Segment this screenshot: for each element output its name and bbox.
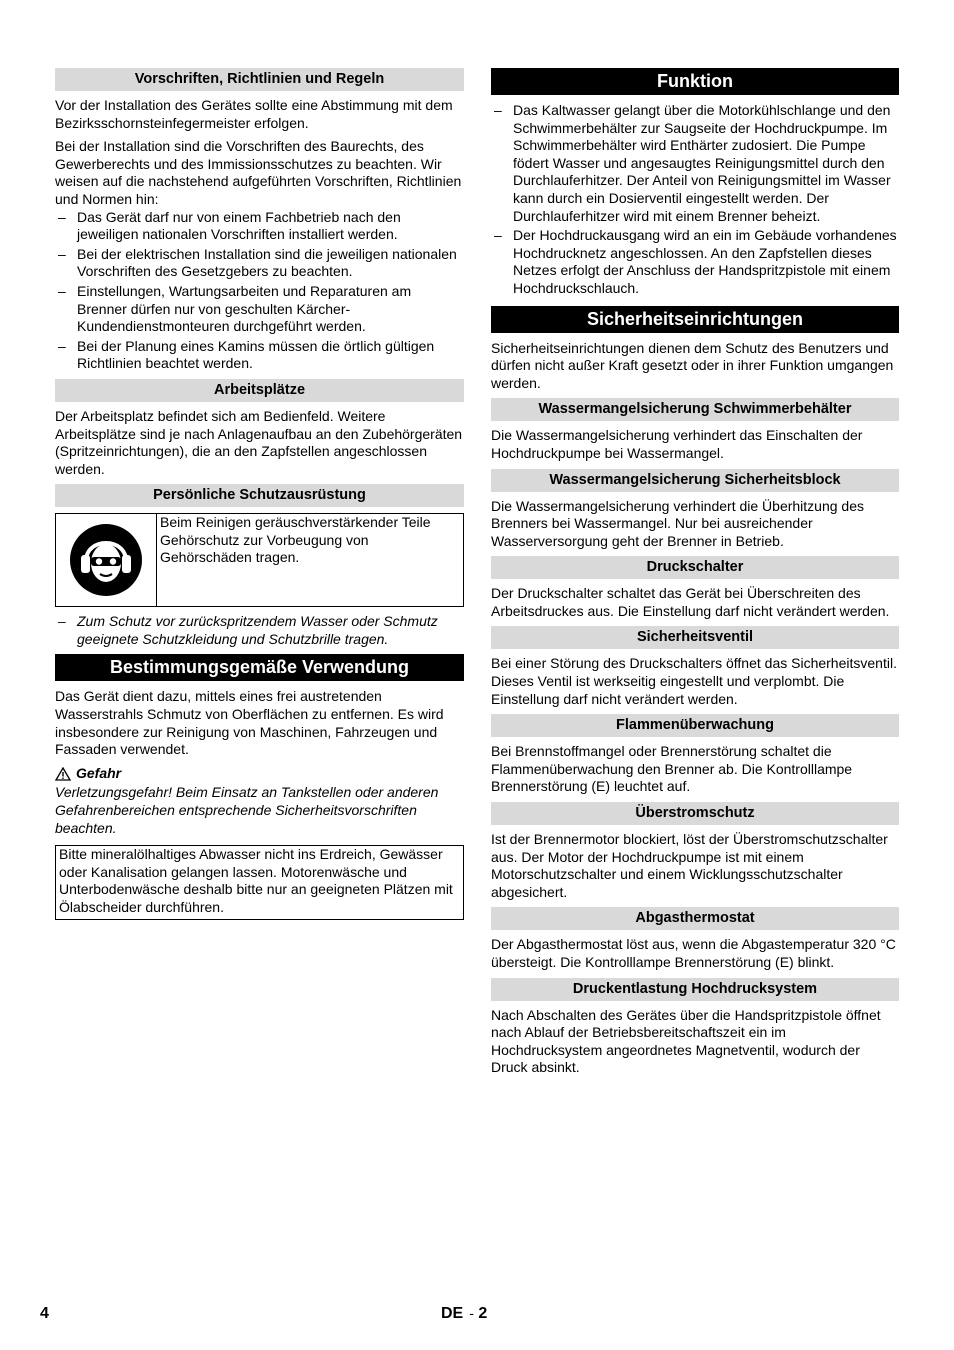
environment-notice-box: Bitte mineralölhaltiges Abwasser nicht ins Erdreich, Gewässer oder Kanalisation gelangen lassen. Motorenwäsche und Unterbodenwäsche deshalb bitte nur an geeigneten Plätzen mit Ölabscheider durchführen. (55, 845, 464, 919)
list-item: – Das Gerät darf nur von einem Fachbetrieb nach den jeweiligen nationalen Vorschriften installiert werden. (55, 209, 464, 244)
section-text: Ist der Brennermotor blockiert, löst der Überstromschutzschalter aus. Der Motor der Hochdruckpumpe ist mit einem Motorschutzschalter und einem Wicklungsschutzschalter abgesichert. (491, 831, 888, 900)
regs-heading: Vorschriften, Richtlinien und Regeln (55, 68, 464, 91)
list-item: – Einstellungen, Wartungsarbeiten und Reparaturen am Brenner dürfen nur von geschulten Kärcher-Kundendienstmonteuren durchgeführt werden. (55, 283, 464, 336)
danger-label: Gefahr (76, 764, 122, 781)
ppe-heading: Persönliche Schutzausrüstung (55, 484, 464, 507)
ear-and-eye-protection-icon (69, 523, 143, 597)
ppe-notice-box (55, 513, 464, 607)
section-text: Die Wassermangelsicherung verhindert die Überhitzung des Brenners bei Wassermangel. Nur bei ausreichender Wasserversorgung geht der Brenner in Betrieb. (491, 497, 865, 549)
page-separator: - (469, 1305, 474, 1321)
page-number: 4 (40, 1305, 49, 1322)
workplaces-paragraph: Der Arbeitsplatz befindet sich am Bedienfeld. Weitere Arbeitsplätze sind je nach Anlagenaufbau an den Zubehörgeräten (Spritzeinrichtungen), die an den Zapfstellen angeschlossen werden. (55, 407, 463, 477)
danger-heading (55, 765, 464, 783)
ppe-box-text: Beim Reinigen geräuschverstärkender Teile Gehörschutz zur Vorbeugung von Gehörschäden tragen. (160, 514, 431, 566)
intended-use-paragraph: Das Gerät dient dazu, mittels eines frei austretenden Wasserstrahls Schmutz von Oberflächen zu entfernen. Es wird insbesondere zur Reinigung von Maschinen, Fahrzeugen und Fassaden verwendet. (55, 688, 444, 758)
section-heading: Wassermangelsicherung Sicherheitsblock (491, 469, 899, 492)
list-item: – Bei der elektrischen Installation sind die jeweiligen nationalen Vorschriften des Gesetzgebers zu beachten. (55, 246, 464, 281)
section-heading: Wassermangelsicherung Schwimmerbehälter (491, 398, 899, 421)
warning-triangle-icon (55, 767, 71, 781)
list-item: – Das Kaltwasser gelangt über die Motorkühlschlange und den Schwimmerbehälter zur Saugseite der Hochdruckpumpe. Im Schwimmerbehälter wird Enthärter zudosiert. Die Pumpe födert Wasser und angesaugtes Reinigungsmittel durch den Durchlauferhitzer. Der Anteil von Reinigungsmittel im Wasser kann durch ein Dosierventil eingestellt werden. Der Durchlauferhitzer wird mit einem Brenner beheizt. (491, 102, 899, 225)
list-item: – Zum Schutz vor zurückspritzendem Wasser oder Schmutz geeignete Schutzkleidung und Schutzbrille tragen. (55, 613, 464, 648)
regs-paragraph-1: Vor der Installation des Gerätes sollte eine Abstimmung mit dem Bezirksschornsteinfegermeister erfolgen. (55, 97, 453, 131)
safety-heading: Sicherheitseinrichtungen (491, 306, 899, 333)
workplaces-heading: Arbeitsplätze (55, 379, 464, 402)
danger-text: Verletzungsgefahr! Beim Einsatz an Tankstellen oder anderen Gefahrenbereichen entsprechende Sicherheitsvorschriften beachten. (55, 784, 439, 836)
ppe-icon-cell (56, 514, 157, 606)
function-heading: Funktion (491, 68, 899, 95)
section-text: Der Druckschalter schaltet das Gerät bei Überschreiten des Arbeitsdruckes aus. Die Einstellung darf nicht verändert werden. (491, 585, 890, 619)
section-text: Bei einer Störung des Druckschalters öffnet das Sicherheitsventil. Dieses Ventil ist werkseitig eingestellt und verplombt. Die Einstellung darf nicht verändert werden. (491, 655, 897, 707)
section-heading: Abgasthermostat (491, 907, 899, 930)
right-column (491, 68, 899, 1083)
safety-intro: Sicherheitseinrichtungen dienen dem Schutz des Benutzers und dürfen nicht außer Kraft gesetzt oder in ihrer Funktion umgangen werden. (491, 339, 894, 391)
section-heading: Druckentlastung Hochdrucksystem (491, 978, 899, 1001)
section-text: Der Abgasthermostat löst aus, wenn die Abgastemperatur 320 °C übersteigt. Die Kontrolllampe Brennerstörung (E) blinkt. (491, 936, 896, 970)
regs-paragraph-2: Bei der Installation sind die Vorschriften des Baurechts, des Gewerberechts und des Immissionsschutzes zu beachten. Wir weisen auf die nachstehend aufgeführten Vorschriften, Richtlinien und Normen hin: (55, 138, 462, 207)
language-code: DE (441, 1305, 464, 1322)
section-heading: Sicherheitsventil (491, 626, 899, 649)
intended-use-heading: Bestimmungsgemäße Verwendung (55, 654, 464, 681)
section-heading: Überstromschutz (491, 802, 899, 825)
left-column (55, 68, 464, 920)
language-page-label (441, 1305, 487, 1323)
section-page-number: 2 (478, 1305, 488, 1322)
list-item: – Bei der Planung eines Kamins müssen die örtlich gültigen Richtlinien beachtet werden. (55, 338, 464, 373)
section-text: Bei Brennstoffmangel oder Brennerstörung schaltet die Flammenüberwachung den Brenner ab. Die Kontrolllampe Brennerstörung (E) leuchtet auf. (491, 743, 853, 795)
section-heading: Druckschalter (491, 556, 899, 579)
ppe-note-list (55, 613, 464, 648)
section-text: Nach Abschalten des Gerätes über die Handspritzpistole öffnet nach Ablauf der Betriebsbereitschaftszeit ein im Hochdrucksystem angeordnetes Magnetventil, wodurch der Druck absinkt. (491, 1006, 881, 1076)
function-list (491, 102, 899, 298)
section-heading: Flammenüberwachung (491, 714, 899, 737)
regs-list (55, 209, 464, 373)
list-item: – Der Hochdruckausgang wird an ein im Gebäude vorhandenes Hochdrucknetz angeschlossen. An den Zapfstellen dieses Netzes erfolgt der Anschluss der Handspritzpistole mit einem Hochdruckschlauch. (491, 227, 899, 297)
section-text: Die Wassermangelsicherung verhindert das Einschalten der Hochdruckpumpe bei Wassermangel. (491, 427, 863, 461)
